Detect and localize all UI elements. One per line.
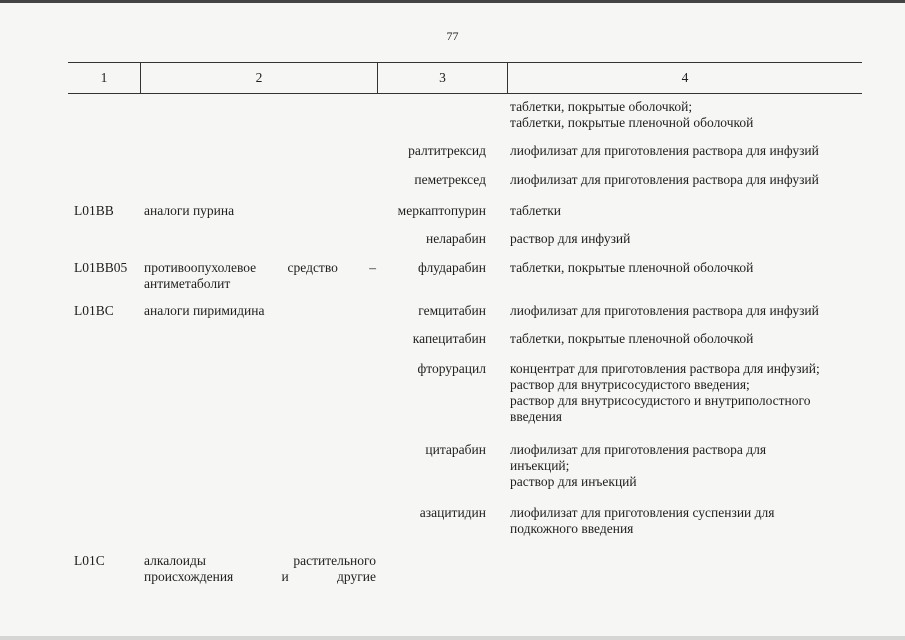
dosage-forms: лиофилизат для приготовления раствора для инфузий	[510, 143, 819, 158]
atc-code: L01BC	[74, 303, 114, 318]
dosage-forms	[510, 442, 865, 490]
scan-edge-bottom	[0, 636, 905, 640]
dosage-form-line: введения	[510, 409, 563, 424]
dosage-form-line: инъекций;	[510, 458, 570, 473]
dosage-form-line: раствор для внутрисосудистого введения;	[510, 377, 750, 392]
dosage-form-line: раствор для внутрисосудистого и внутриполостного	[510, 393, 811, 408]
drug-name: флударабин	[418, 260, 486, 275]
dosage-form-line: лиофилизат для приготовления раствора для	[510, 442, 767, 457]
drug-name: пеметрексед	[414, 172, 486, 187]
header-col-3: 3	[439, 70, 446, 85]
dosage-forms: лиофилизат для приготовления раствора для инфузий	[510, 172, 819, 187]
dosage-form-line: таблетки, покрытые оболочкой;	[510, 99, 693, 114]
drug-name: капецитабин	[412, 331, 486, 346]
header-col-2: 2	[255, 70, 263, 85]
dosage-forms: лиофилизат для приготовления раствора для инфузий	[510, 303, 819, 318]
dosage-form-line: подкожного введения	[510, 521, 634, 536]
dosage-form-line: таблетки, покрытые пленочной оболочкой	[510, 115, 754, 130]
dosage-form-line: концентрат для приготовления раствора для инфузий;	[510, 361, 820, 376]
group-name-line: антиметаболит	[144, 276, 231, 291]
group-name: аналоги пиримидина	[144, 303, 265, 318]
dosage-forms: таблетки, покрытые пленочной оболочкой	[510, 260, 754, 275]
group-name-line: происхождения и другие	[144, 569, 376, 584]
dosage-forms	[510, 361, 865, 425]
group-name-line: противоопухолевое средство –	[144, 260, 376, 275]
drug-name: меркаптопурин	[397, 203, 486, 218]
dosage-forms: таблетки	[510, 203, 562, 218]
dosage-form-line: лиофилизат для приготовления суспензии для	[510, 505, 775, 520]
page-number: 77	[446, 29, 459, 43]
scan-edge-top	[0, 0, 905, 3]
group-name: аналоги пурина	[144, 203, 235, 218]
header-bottom-border	[68, 93, 862, 94]
group-name	[144, 260, 376, 292]
drug-name: азацитидин	[419, 505, 486, 520]
dosage-forms: раствор для инфузий	[510, 231, 631, 246]
drug-name: фторурацил	[417, 361, 486, 376]
dosage-forms	[510, 99, 865, 131]
atc-code: L01BB05	[74, 260, 128, 275]
drug-name: цитарабин	[425, 442, 486, 457]
atc-code: L01C	[74, 553, 105, 568]
header-top-border	[68, 62, 862, 63]
group-name	[144, 553, 376, 585]
atc-code: L01BB	[74, 203, 114, 218]
dosage-form-line: раствор для инъекций	[510, 474, 637, 489]
dosage-forms	[510, 505, 865, 537]
drug-name: ралтитрексид	[408, 143, 486, 158]
dosage-forms: таблетки, покрытые пленочной оболочкой	[510, 331, 754, 346]
header-col-1: 1	[100, 70, 108, 85]
drug-name: гемцитабин	[418, 303, 486, 318]
group-name-line: алкалоиды растительного	[144, 553, 376, 568]
drug-name: неларабин	[425, 231, 486, 246]
header-col-4: 4	[681, 70, 689, 85]
